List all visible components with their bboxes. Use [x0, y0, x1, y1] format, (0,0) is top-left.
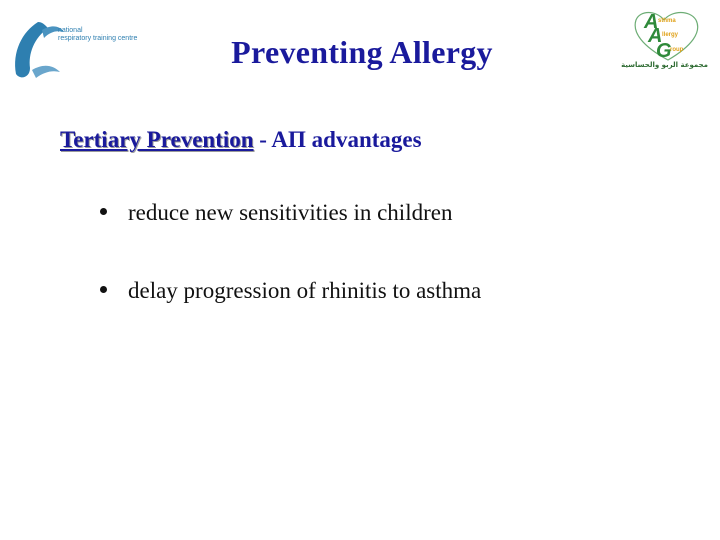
- bullet-item: [100, 200, 481, 278]
- section-heading: [60, 127, 422, 153]
- logo-word-2: llergy: [662, 32, 679, 38]
- heading-underlined-part: Tertiary Prevention: [60, 127, 254, 152]
- bullet-text: reduce new sensitivities in children: [128, 200, 453, 225]
- asthma-allergy-group-logo: [621, 8, 708, 76]
- heading-rest: - AΠ advantages: [253, 127, 422, 152]
- logo-line-1: national: [58, 27, 83, 34]
- bullet-text: delay progression of rhinitis to asthma: [128, 278, 482, 303]
- slide-title: Preventing Allergy: [231, 34, 493, 70]
- logo-line-2: respiratory training centre: [58, 35, 138, 42]
- logo-arabic-text: مجموعة الربو والحساسية: [621, 61, 708, 69]
- logo-word-3: roup: [670, 47, 684, 53]
- bullet-dot-icon: [100, 286, 107, 293]
- bullet-dot-icon: [100, 208, 107, 215]
- bullet-item: [100, 278, 481, 356]
- logo-letter-a1: A: [644, 11, 659, 33]
- bullet-list: [100, 200, 481, 356]
- logo-word-1: sthma: [658, 18, 676, 24]
- logo-letter-a2: A: [648, 25, 663, 47]
- logo-letter-g: G: [656, 40, 672, 62]
